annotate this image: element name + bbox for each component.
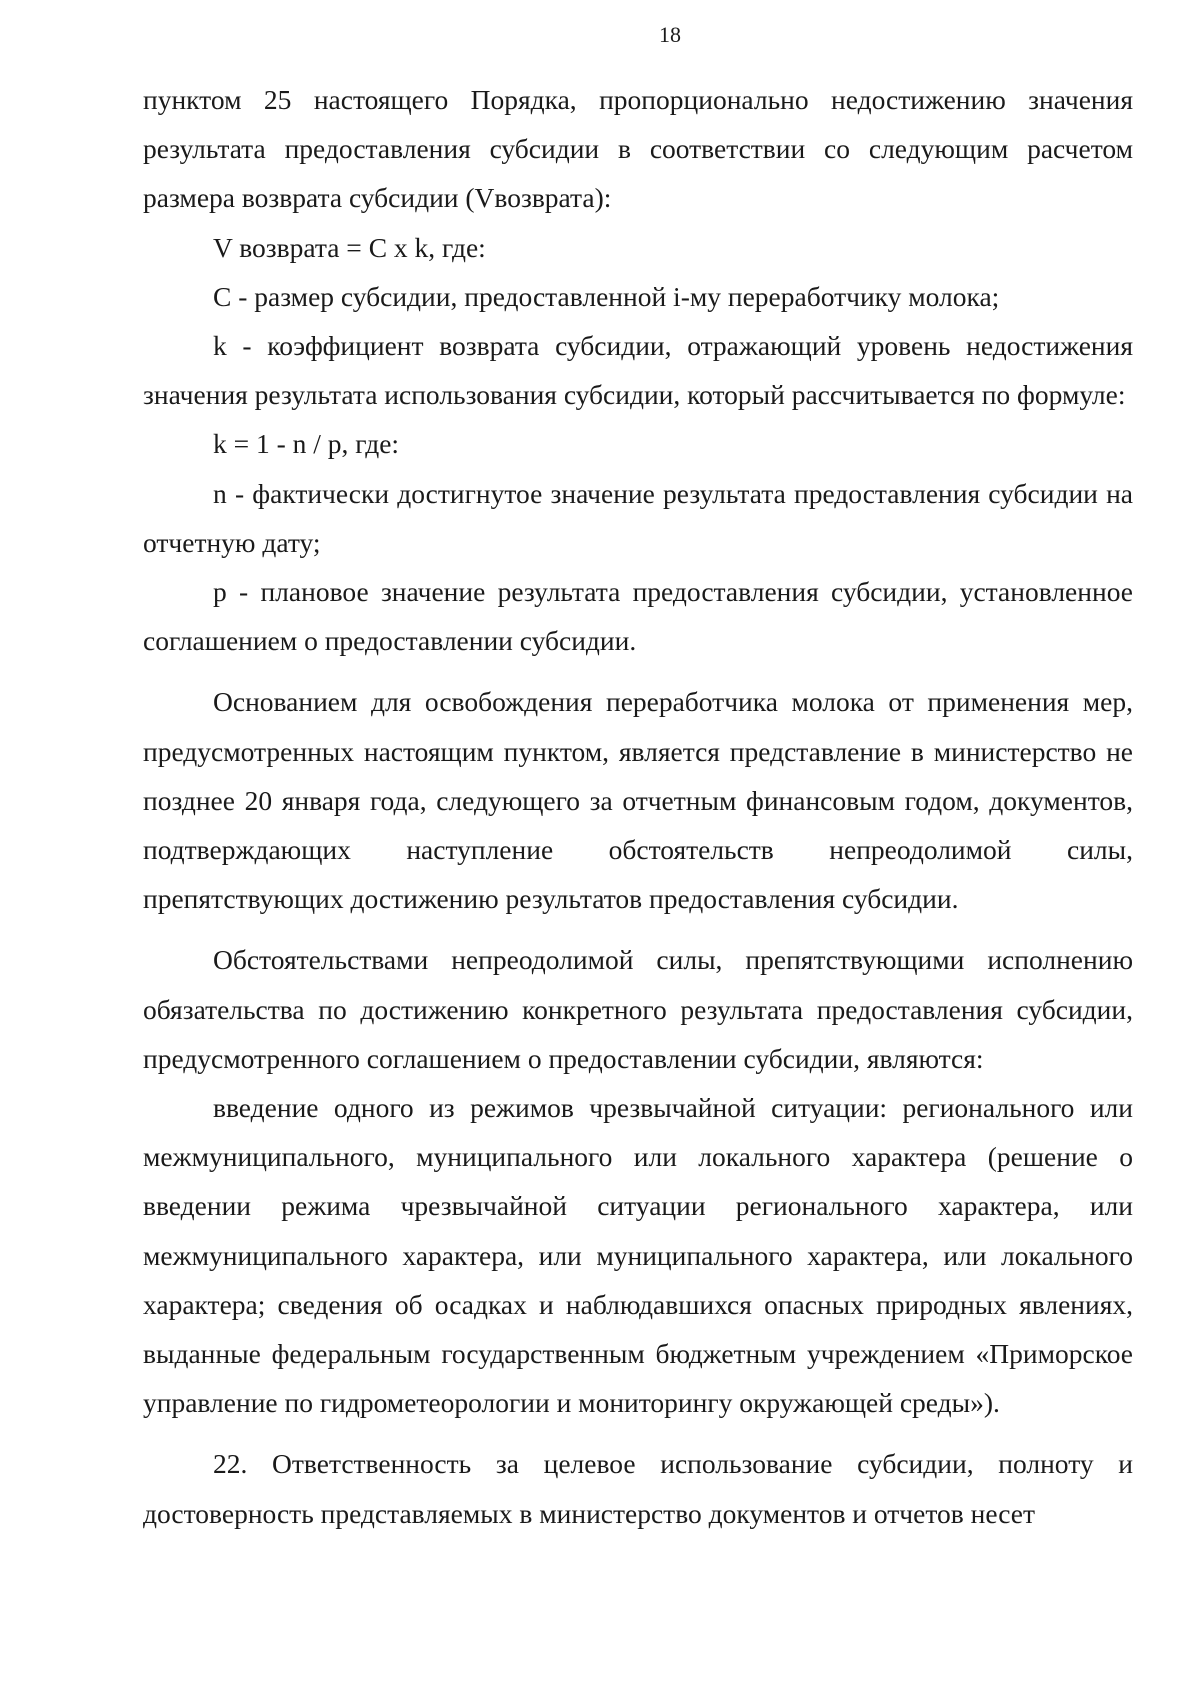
definition-n: n - фактически достигнутое значение результата предоставления субсидии на отчетную дату; (143, 477, 1133, 558)
paragraph-emergency-regimes: введение одного из режимов чрезвычайной ситуации: регионального или межмуниципального, муниципального или локального характера (решение о введении режима чрезвычайной ситуации регионального характера, или межмуниципального характера, или муниципального характера, или локального характера; сведения об осадках и наблюдавшихся опасных природных явлениях, выданные федеральным государственным бюджетным учреждением «Приморское управление по гидрометеорологии и мониторингу окружающей среды»). (143, 1092, 1133, 1419)
formula-v-return: V возврата = C x k, где: (213, 231, 486, 263)
paragraph-force-majeure: Обстоятельствами непреодолимой силы, препятствующими исполнению обязательства по достижению конкретного результата предоставления субсидии, предусмотренного соглашением о предоставлении субсидии, являются: (143, 944, 1133, 1074)
document-body (143, 75, 1133, 1538)
definition-c: C - размер субсидии, предоставленной i-му переработчику молока; (213, 280, 1000, 312)
definition-p: p - плановое значение результата предоставления субсидии, установленное соглашением о предоставлении субсидии. (143, 576, 1133, 657)
page-number: 18 (659, 22, 681, 47)
paragraph-22-responsibility: 22. Ответственность за целевое использование субсидии, полноту и достоверность представляемых в министерство документов и отчетов несет (143, 1448, 1133, 1529)
paragraph-exemption: Основанием для освобождения переработчика молока от применения мер, предусмотренных настоящим пунктом, является представление в министерство не позднее 20 января года, следующего за отчетным финансовым годом, документов, подтверждающих наступление обстоятельств непреодолимой силы, препятствующих достижению результатов предоставления субсидии. (143, 686, 1133, 915)
paragraph-continuation: пунктом 25 настоящего Порядка, пропорционально недостижению значения результата предоставления субсидии в соответствии со следующим расчетом размера возврата субсидии (Vвозврата): (143, 84, 1133, 214)
formula-k: k = 1 - n / p, где: (213, 428, 400, 460)
definition-k: k - коэффициент возврата субсидии, отражающий уровень недостижения значения результата использования субсидии, который рассчитывается по формуле: (143, 330, 1133, 411)
